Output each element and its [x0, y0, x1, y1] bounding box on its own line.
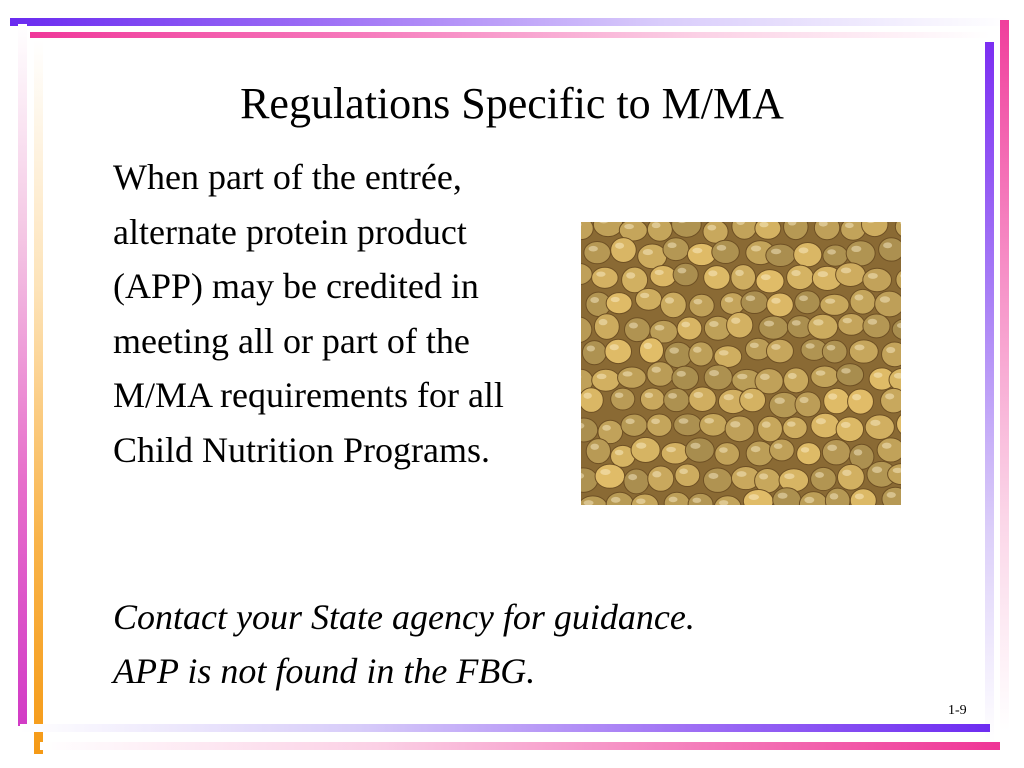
soybean-highlight [708, 473, 718, 479]
soybean-highlight [709, 321, 719, 327]
soybean [811, 366, 839, 387]
soybean [795, 291, 820, 314]
soybean-highlight [719, 447, 728, 453]
soybean-highlight [883, 242, 892, 248]
soybean [836, 417, 863, 442]
soybean [787, 265, 814, 290]
soybean-highlight [643, 249, 653, 255]
soybean-highlight [792, 320, 801, 326]
soybean-highlight [751, 245, 761, 251]
soybean [685, 438, 714, 462]
soybean-highlight [692, 498, 701, 503]
soybean-highlight [597, 374, 607, 380]
soybean-highlight [843, 318, 852, 323]
soybean-highlight [600, 469, 610, 475]
soybean [727, 312, 753, 338]
note-line-contact: Contact your State agency for guidance. [113, 597, 695, 637]
soybean [838, 314, 865, 336]
soybean [664, 388, 690, 411]
soybean-highlight [827, 445, 837, 451]
soybean [624, 318, 650, 342]
soybean-highlight [677, 371, 686, 377]
soybean-highlight [717, 245, 727, 251]
soybean-highlight [611, 497, 621, 503]
soybean [794, 243, 822, 267]
soybean [624, 469, 649, 494]
frame-bar-bottom-inner [20, 724, 990, 732]
soybean [846, 241, 875, 266]
soybean [808, 314, 838, 339]
soybean [784, 368, 809, 393]
soybean-highlight [806, 343, 815, 348]
soybean [700, 413, 728, 436]
soybean [592, 267, 618, 288]
soybean-highlight [870, 420, 880, 426]
soybean-highlight [854, 294, 863, 300]
soybean-highlight [693, 347, 702, 353]
soybean [758, 416, 783, 442]
soybean-highlight [845, 223, 854, 229]
soybean [660, 292, 686, 318]
soybean-highlight [669, 497, 678, 503]
soybean [731, 265, 756, 290]
frame-bar-top-outer [10, 18, 1010, 26]
soybean-highlight [854, 345, 864, 351]
soybean-highlight [750, 343, 759, 348]
soybean [663, 238, 689, 261]
soybean-highlight [708, 270, 717, 276]
soybean [714, 346, 742, 368]
soybean-highlight [640, 293, 649, 298]
soybean-highlight [668, 393, 677, 399]
soybean [849, 340, 878, 363]
soybean [689, 294, 714, 317]
soybean-highlight [818, 271, 828, 277]
soybean [648, 466, 674, 491]
soybean-highlight [827, 249, 836, 254]
soybean-highlight [583, 393, 591, 399]
soybean-highlight [887, 492, 896, 498]
soybean-highlight [868, 273, 878, 279]
soybean-highlight [830, 493, 839, 499]
soybean [811, 467, 837, 490]
soybean-highlight [590, 444, 599, 450]
soybean-highlight [681, 322, 690, 328]
soybean [741, 291, 768, 314]
soybean [836, 364, 863, 386]
soybean-highlight [736, 471, 746, 477]
soybean [783, 417, 807, 439]
soybean-highlight [679, 469, 688, 475]
soybean [715, 443, 740, 466]
soybean-highlight [760, 374, 770, 380]
soybean-highlight [801, 447, 809, 453]
soybean-highlight [800, 397, 809, 403]
soybeans-image [581, 222, 901, 505]
slide-number: 1-9 [948, 703, 967, 718]
soybean-highlight [724, 394, 734, 400]
soybean-highlight [784, 473, 794, 479]
soybean-highlight [827, 345, 836, 351]
soybean [621, 414, 647, 436]
soybean [879, 238, 901, 261]
soybean-highlight [854, 449, 863, 455]
soybean-highlight [852, 394, 861, 400]
soybean [640, 388, 664, 410]
soybean-highlight [707, 225, 716, 231]
soybean-highlight [624, 224, 634, 229]
soybean-highlight [645, 392, 653, 398]
soybean [677, 317, 702, 340]
soybean-highlight [813, 319, 823, 325]
soybean [769, 439, 794, 461]
soybean-highlight [665, 297, 674, 303]
soybean-highlight [764, 321, 774, 327]
soybean [767, 293, 794, 317]
soybean-highlight [828, 393, 837, 399]
soybeans-photo [581, 222, 901, 505]
soybean [647, 414, 672, 436]
soybean [673, 263, 698, 286]
soybean-highlight [628, 474, 637, 480]
soybean [672, 366, 699, 390]
soybean [611, 388, 635, 410]
soybean-highlight [799, 295, 808, 301]
soybean-highlight [761, 274, 771, 280]
soybean-highlight [885, 393, 894, 399]
soybean [661, 443, 689, 464]
body-paragraph: When part of the entrée, alternate protein product (APP) may be credited in meeting all or part of the M/MA requirements for all Child Nutrition Programs. [113, 157, 504, 470]
soybean-highlight [880, 296, 890, 302]
soybean-highlight [774, 443, 783, 448]
soybean [797, 443, 821, 465]
soybean-highlight [626, 272, 635, 278]
soybean-highlight [668, 242, 677, 248]
soybean-highlight [623, 371, 633, 376]
soybean-highlight [882, 443, 892, 449]
soybean-highlight [629, 322, 638, 328]
soybean [822, 440, 850, 465]
soybean-highlight [590, 297, 599, 303]
soybean-highlight [816, 418, 826, 424]
soybean [795, 392, 821, 417]
soybean-highlight [868, 319, 877, 325]
soybean-highlight [615, 243, 624, 249]
soybean [863, 314, 890, 338]
soybean-highlight [611, 297, 620, 302]
guidance-note [113, 590, 913, 698]
soybean-highlight [774, 398, 784, 404]
soybean-highlight [587, 345, 595, 351]
soybean-highlight [596, 272, 605, 277]
soybean-highlight [655, 270, 664, 275]
soybean-highlight [610, 344, 619, 350]
soybean [675, 464, 700, 486]
soybean [687, 243, 715, 265]
soybean [836, 263, 866, 287]
soybean-highlight [615, 392, 623, 397]
soybean [881, 388, 901, 413]
soybean [647, 362, 674, 387]
soybean-highlight [762, 421, 771, 427]
soybean-highlight [651, 418, 660, 424]
soybean [605, 339, 632, 363]
soybean-highlight [791, 270, 800, 276]
frame-bar-top-inner [30, 32, 990, 38]
soybean [639, 338, 663, 363]
soybean-highlight [759, 222, 768, 227]
soybean-highlight [589, 246, 598, 252]
soybean [595, 464, 625, 488]
soybean [875, 291, 901, 317]
soybean-highlight [799, 247, 809, 253]
soybean-highlight [841, 368, 850, 374]
soybean-highlight [746, 295, 755, 301]
soybean-highlight [709, 370, 719, 376]
soybean-highlight [636, 442, 646, 448]
soybean-highlight [787, 421, 796, 426]
soybean [606, 293, 632, 314]
soybean-highlight [730, 421, 740, 427]
soybean-highlight [778, 493, 788, 499]
soybean-highlight [851, 246, 861, 252]
soybean-highlight [655, 325, 665, 331]
soybean-highlight [669, 347, 679, 353]
soybean [766, 339, 793, 363]
soybean-highlight [735, 270, 744, 276]
soybean [650, 265, 676, 286]
soybean [581, 388, 603, 413]
soybean-highlight [704, 418, 714, 424]
soybean [740, 388, 766, 412]
soybean [704, 266, 730, 290]
soybean [759, 316, 788, 339]
soybean-highlight [872, 467, 882, 473]
frame-bar-bottom-outer [40, 742, 1000, 750]
soybean-highlight [679, 418, 689, 423]
soybean [877, 438, 901, 462]
soybean [863, 268, 892, 292]
soybean [618, 367, 647, 388]
soybean [838, 464, 865, 490]
soybean [584, 241, 611, 263]
soybean-highlight [874, 372, 883, 378]
soybean-highlight [690, 443, 700, 449]
soybean-highlight [737, 374, 747, 380]
soybean [865, 415, 894, 440]
soybean-highlight [692, 248, 702, 254]
soybean [725, 416, 754, 442]
soybean-highlight [626, 419, 635, 425]
soybean [811, 413, 840, 438]
soybean [823, 245, 848, 266]
soybean-highlight [644, 343, 652, 349]
soybean [635, 288, 661, 310]
soybean [586, 439, 610, 464]
soybean [820, 294, 849, 315]
soybean [824, 388, 850, 414]
soybean-highlight [652, 222, 661, 228]
soybean-highlight [694, 299, 703, 305]
soybean-highlight [725, 297, 734, 302]
soybean [582, 341, 606, 365]
soybean-highlight [842, 470, 851, 476]
soybean-highlight [759, 473, 768, 479]
soybean [689, 342, 713, 366]
soybean-highlight [636, 498, 645, 504]
soybean-highlight [815, 472, 824, 478]
soybean [704, 365, 732, 390]
soybean-highlight [602, 425, 611, 431]
soybean-highlight [855, 493, 864, 499]
frame-bar-right-inner [985, 42, 994, 742]
soybean [689, 387, 716, 412]
note-line-fbg: APP is not found in the FBG. [113, 651, 536, 691]
soybean [592, 369, 620, 391]
soybean [848, 389, 874, 414]
slide-title: Regulations Specific to M/MA [240, 79, 784, 128]
soybean [611, 238, 637, 263]
soybean [756, 270, 784, 293]
soybean-highlight [825, 298, 835, 303]
soybean-highlight [694, 392, 704, 398]
soybean-highlight [804, 497, 814, 503]
soybean-highlight [652, 367, 661, 373]
soybean-highlight [771, 298, 780, 304]
soybean [850, 289, 875, 314]
soybean-highlight [816, 370, 826, 375]
soybean-highlight [666, 447, 676, 452]
soybean [712, 240, 740, 263]
soybean-highlight [744, 393, 753, 399]
soybean-highlight [677, 268, 686, 274]
soybean [703, 468, 731, 492]
soybean-highlight [751, 446, 760, 452]
soybean-highlight [841, 422, 851, 428]
soybean [674, 414, 702, 436]
soybean-highlight [841, 267, 851, 273]
soybean-highlight [652, 471, 661, 477]
soybean-highlight [719, 350, 729, 355]
soybean [631, 437, 660, 462]
soybean [746, 441, 773, 466]
soybean [822, 340, 847, 363]
soybean-highlight [771, 344, 780, 350]
soybean-highlight [788, 373, 797, 379]
soybean-highlight [599, 319, 608, 325]
soybean-highlight [771, 249, 781, 255]
frame-bar-left-inner [34, 40, 43, 754]
soybean-highlight [886, 347, 895, 353]
soybean [766, 244, 795, 266]
soybean [594, 314, 619, 340]
soybean-highlight [615, 450, 624, 456]
soybean-highlight [749, 494, 759, 500]
soybean-highlight [731, 317, 740, 323]
